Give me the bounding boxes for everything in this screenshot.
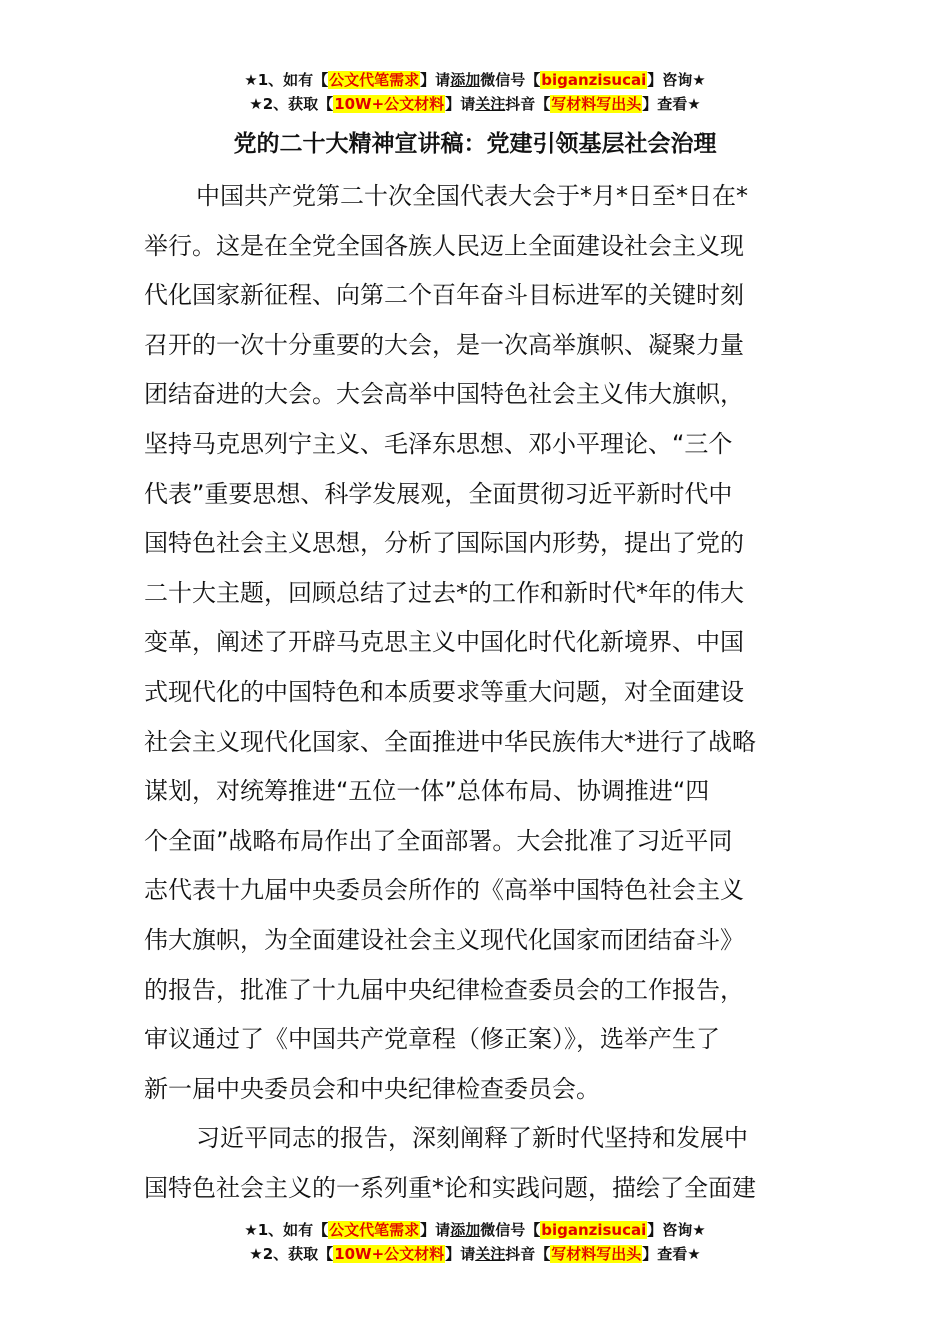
promo-text: 】咨询★: [647, 1221, 706, 1239]
promo-text: ★2、获取【: [249, 1245, 334, 1263]
promo-text: 微信号【: [480, 1221, 541, 1239]
body-line: 国特色社会主义思想，分析了国际国内形势，提出了党的: [144, 529, 744, 558]
promo-highlight-wechat: biganzisucai: [541, 71, 647, 89]
promo-text: 微信号【: [480, 71, 541, 89]
promo-text: ★1、如有【: [244, 71, 329, 89]
body-line: 审议通过了《中国共产党章程（修正案）》，选举产生了: [144, 1025, 720, 1054]
promo-highlight: 10W+公文材料: [334, 95, 445, 113]
promo-underlined: 添加: [450, 71, 481, 89]
promo-highlight: 公文代笔需求: [329, 71, 420, 89]
body-line: 二十大主题，回顾总结了过去*的工作和新时代*年的伟大: [144, 578, 744, 607]
promo-line-2: [0, 92, 950, 116]
body-line: 式现代化的中国特色和本质要求等重大问题，对全面建设: [144, 677, 744, 706]
promo-banner-bottom: [0, 1218, 950, 1266]
body-line: 的报告，批准了十九届中央纪律检查委员会的工作报告，: [144, 975, 744, 1004]
promo-text: 】查看★: [642, 95, 701, 113]
promo-underlined: 添加: [450, 1221, 481, 1239]
promo-highlight-wechat: biganzisucai: [541, 1221, 647, 1239]
body-line: 个全面”战略布局作出了全面部署。大会批准了习近平同: [144, 826, 733, 855]
document-title: 党的二十大精神宣讲稿：党建引领基层社会治理: [233, 131, 717, 157]
promo-underlined: 关注: [475, 1245, 506, 1263]
body-line: 伟大旗帜，为全面建设社会主义现代化国家而团结奋斗》: [144, 925, 744, 954]
body-line: 志代表十九届中央委员会所作的《高举中国特色社会主义: [144, 876, 744, 905]
promo-text: 抖音【: [505, 1245, 551, 1263]
promo-text: 】咨询★: [647, 71, 706, 89]
promo-highlight-douyin: 写材料写出头: [551, 1245, 642, 1263]
body-line: 代表”重要思想、科学发展观，全面贯彻习近平新时代中: [144, 479, 733, 508]
promo-line-2: [0, 1242, 950, 1266]
promo-text: 】请: [420, 1221, 451, 1239]
promo-text: 抖音【: [505, 95, 551, 113]
promo-text: 】请: [445, 95, 476, 113]
body-line: 坚持马克思列宁主义、毛泽东思想、邓小平理论、“三个: [144, 429, 733, 458]
body-line: 召开的一次十分重要的大会，是一次高举旗帜、凝聚力量: [144, 330, 744, 359]
promo-highlight: 公文代笔需求: [329, 1221, 420, 1239]
promo-text: 】请: [420, 71, 451, 89]
body-line: 社会主义现代化国家、全面推进中华民族伟大*进行了战略: [144, 727, 756, 756]
body-line: 新一届中央委员会和中央纪律检查委员会。: [144, 1074, 600, 1103]
body-line: 谋划，对统筹推进“五位一体”总体布局、协调推进“四: [144, 777, 710, 806]
promo-banner-top: [0, 68, 950, 116]
promo-text: 】请: [445, 1245, 476, 1263]
body-line: 举行。这是在全党全国各族人民迈上全面建设社会主义现: [144, 231, 744, 260]
promo-highlight-douyin: 写材料写出头: [551, 95, 642, 113]
promo-text: ★1、如有【: [244, 1221, 329, 1239]
promo-line-1: [0, 1218, 950, 1242]
body-line: 习近平同志的报告，深刻阐释了新时代坚持和发展中: [196, 1124, 748, 1153]
promo-underlined: 关注: [475, 95, 506, 113]
body-line: 变革，阐述了开辟马克思主义中国化时代化新境界、中国: [144, 628, 744, 657]
body-line: 团结奋进的大会。大会高举中国特色社会主义伟大旗帜，: [144, 380, 744, 409]
promo-text: ★2、获取【: [249, 95, 334, 113]
promo-line-1: [0, 68, 950, 92]
promo-text: 】查看★: [642, 1245, 701, 1263]
promo-highlight: 10W+公文材料: [334, 1245, 445, 1263]
document-body: [144, 172, 810, 1213]
body-line: 中国共产党第二十次全国代表大会于*月*日至*日在*: [196, 182, 748, 210]
body-line: 代化国家新征程、向第二个百年奋斗目标进军的关键时刻: [144, 281, 744, 310]
body-line: 国特色社会主义的一系列重*论和实践问题，描绘了全面建: [144, 1173, 756, 1202]
